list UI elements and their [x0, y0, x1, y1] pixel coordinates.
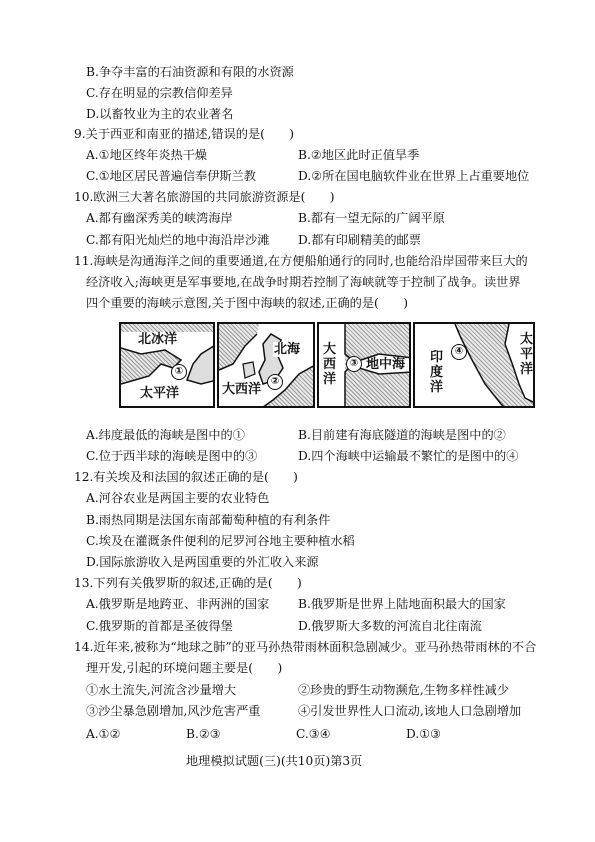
map-3-label-left: 大西洋	[322, 342, 336, 387]
q12-stem: 12.有关埃及和法国的叙述正确的是( )	[74, 470, 298, 484]
map-4-label-right: 太平洋	[519, 332, 533, 377]
q14-statement-4: ④引发世界性人口流动,该地人口急剧增加	[298, 704, 522, 718]
q13-option-c: C.俄罗斯的首都是圣彼得堡	[86, 619, 233, 633]
q14-option-c: C.③④	[296, 727, 331, 741]
q12-option-c: C.埃及在灌溉条件便利的尼罗河谷地主要种植水稻	[86, 534, 355, 548]
q14-statement-2: ②珍贵的野生动物濒危,生物多样性减少	[298, 683, 510, 697]
map-1-strait-number: ①	[171, 364, 187, 380]
q14-stem-line-1: 14.近年来,被称为“地球之肺”的亚马孙热带雨林面积急剧减少。亚马孙热带雨林的不合	[74, 640, 537, 654]
q10-option-c: C.都有阳光灿烂的地中海沿岸沙滩	[86, 233, 270, 247]
map-2-strait-number: ②	[267, 374, 283, 390]
q14-stem-line-2: 理开发,引起的环境问题主要是( )	[86, 661, 283, 675]
q8-option-d: D.以畜牧业为主的农业著名	[86, 107, 234, 121]
q9-option-c: C.①地区居民普遍信奉伊斯兰教	[86, 169, 256, 183]
q14-option-d: D.①③	[406, 727, 442, 741]
q12-option-b: B.雨热同期是法国东南部葡萄种植的有利条件	[86, 513, 331, 527]
q14-option-a: A.①②	[86, 727, 121, 741]
map-1-label-bottom: 太平洋	[140, 386, 180, 401]
page-footer: 地理模拟试题(三)(共10页)第3页	[186, 754, 363, 768]
q14-statement-3: ③沙尘暴急剧增加,风沙危害严重	[86, 704, 261, 718]
map-3-label-right: 地中海	[366, 357, 406, 372]
q10-option-a: A.都有幽深秀美的峡湾海岸	[86, 211, 233, 225]
q11-option-d: D.四个海峡中运输最不繁忙的是图中的④	[298, 449, 519, 463]
q13-option-d: D.俄罗斯大多数的河流自北往南流	[298, 619, 482, 633]
q11-option-b: B.目前建有海底隧道的海峡是图中的②	[298, 428, 506, 442]
q8-option-b: B.争夺丰富的石油资源和有限的水资源	[86, 65, 294, 79]
q12-option-d: D.国际旅游收入是两国重要的外汇收入来源	[86, 555, 319, 569]
q13-stem: 13.下列有关俄罗斯的叙述,正确的是( )	[74, 576, 302, 590]
q13-option-a: A.俄罗斯是地跨亚、非两洲的国家	[86, 597, 270, 611]
q14-option-b: B.②③	[186, 727, 221, 741]
q11-stem-line-1: 11.海峡是沟通海洋之间的重要通道,在方便船舶通行的同时,也能给沿岸国带来巨大的	[74, 254, 528, 268]
q10-option-d: D.都有印刷精美的邮票	[298, 233, 421, 247]
q12-option-a: A.河谷农业是两国主要的农业特色	[86, 491, 270, 505]
map-2-label-bottom: 大西洋	[222, 382, 262, 397]
q11-option-c: C.位于西半球的海峡是图中的③	[86, 449, 258, 463]
q8-option-c: C.存在明显的宗教信仰差异	[86, 86, 233, 100]
q11-stem-line-3: 四个重要的海峡示意图,关于图中海峡的叙述,正确的是( )	[86, 296, 408, 310]
q9-option-a: A.①地区终年炎热干燥	[86, 148, 208, 162]
map-4-strait-number: ④	[451, 344, 467, 360]
q10-stem: 10.欧洲三大著名旅游国的共同旅游资源是( )	[74, 190, 335, 204]
q11-option-a: A.纬度最低的海峡是图中的①	[86, 428, 245, 442]
q9-stem: 9.关于西亚和南亚的描述,错误的是( )	[74, 127, 295, 141]
strait-map-2	[217, 322, 315, 408]
map-2-label-top: 北海	[274, 342, 301, 357]
strait-maps-figure	[119, 322, 535, 408]
map-4-label-left: 印度洋	[429, 350, 443, 395]
q9-option-b: B.②地区此时正值旱季	[298, 148, 420, 162]
map-3-strait-number: ③	[346, 356, 362, 372]
q9-option-d: D.②所在国电脑软件业在世界上占重要地位	[298, 169, 530, 183]
strait-map-4	[413, 322, 535, 408]
q13-option-b: B.俄罗斯是世界上陆地面积最大的国家	[298, 597, 506, 611]
strait-map-1	[119, 322, 215, 408]
q10-option-b: B.都有一望无际的广阔平原	[298, 211, 445, 225]
q11-stem-line-2: 经济收入;海峡更是军事要地,在战争时期若控制了海峡就等于控制了战争。读世界	[86, 275, 521, 289]
q14-statement-1: ①水土流失,河流含沙量增大	[86, 683, 237, 697]
map-1-label-top: 北冰洋	[138, 332, 178, 347]
strait-map-3	[317, 322, 411, 408]
